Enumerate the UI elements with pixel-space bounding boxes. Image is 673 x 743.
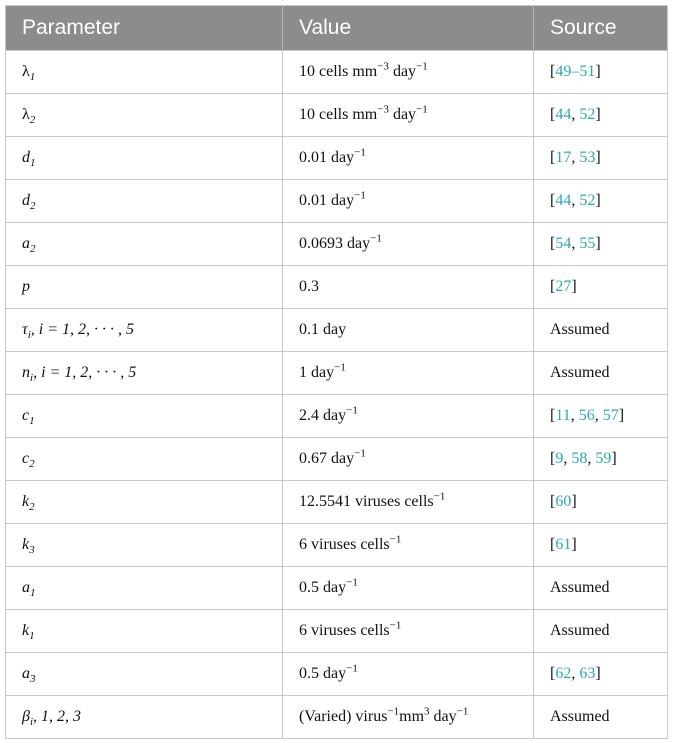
source-text: ] [611,450,617,467]
reference-link[interactable]: 55 [579,235,596,252]
source-text: [ [550,278,556,295]
source-text: , [571,106,580,123]
value-exponent: −3 [377,103,389,116]
reference-link[interactable]: 53 [579,149,596,166]
source-cell [534,352,668,395]
source-text: Assumed [550,364,610,381]
parameter-cell [6,94,283,137]
parameter-symbol: λ [22,63,30,80]
value-cell [283,610,534,653]
value-text: 0.67 day [299,450,355,467]
source-text: ] [595,665,601,682]
parameter-subscript: 1 [30,157,36,170]
value-cell [283,481,534,524]
parameter-subscript: 2 [30,200,36,213]
value-text: 0.01 day [299,192,355,209]
source-cell [534,51,668,94]
source-text: , [563,450,572,467]
parameter-subscript: 2 [30,243,36,256]
value-exponent-3: −1 [456,705,469,718]
source-text: Assumed [550,321,610,338]
source-text: [ [550,63,556,80]
header-value: Value [283,6,534,51]
value-text: 12.5541 viruses cells [299,493,434,510]
value-cell [283,524,534,567]
value-exponent: −1 [354,146,366,159]
parameter-index-range: , 1, 2, 3 [33,708,82,725]
source-text: , [571,235,580,252]
source-text: [ [550,149,556,166]
parameter-cell [6,137,283,180]
value-text: 0.5 day [299,665,347,682]
parameter-symbol: c [22,450,30,467]
parameter-subscript: 2 [29,501,35,514]
parameter-cell [6,223,283,266]
source-cell [534,653,668,696]
parameter-symbol: k [22,493,30,510]
value-exponent-2: 3 [424,705,430,718]
value-text: 2.4 day [299,407,347,424]
value-text: (Varied) virus [299,708,388,725]
parameter-subscript: 1 [29,630,35,643]
value-exponent: −3 [377,60,389,73]
reference-link[interactable]: 60 [555,493,572,510]
parameter-subscript: i [27,329,31,342]
source-text: [ [550,450,556,467]
parameter-cell [6,180,283,223]
table-row [6,352,668,395]
parameter-subscript: 1 [29,71,36,84]
parameter-cell [6,653,283,696]
value-cell [283,309,534,352]
value-text: 0.3 [299,278,319,295]
source-text: [ [550,192,556,209]
header-row [6,6,668,51]
source-cell [534,309,668,352]
source-text: Assumed [550,579,610,596]
reference-link[interactable]: 59 [595,450,612,467]
source-text: ] [618,407,625,424]
source-cell [534,395,668,438]
source-text: [ [550,106,556,123]
reference-link[interactable]: 58 [571,450,588,467]
value-text: 0.01 day [299,149,355,166]
parameter-index-range: , i = 1, 2, · · · , 5 [30,321,135,338]
parameter-symbol: k [22,536,30,553]
value-exponent: −1 [346,662,358,675]
value-cell [283,395,534,438]
value-exponent: −1 [389,533,402,546]
source-text: [ [550,536,556,553]
source-text: ] [571,536,577,553]
parameter-index-range: , i = 1, 2, · · · , 5 [33,364,137,381]
parameter-symbol: d [22,149,30,166]
reference-link[interactable]: 52 [579,192,596,209]
parameter-cell [6,524,283,567]
parameter-cell [6,266,283,309]
table-row [6,481,668,524]
value-exponent: −1 [354,189,366,202]
source-cell [534,567,668,610]
source-text: [ [550,407,556,424]
source-cell [534,266,668,309]
source-text: , [570,407,579,424]
value-text-2: day [388,106,417,123]
table-row [6,180,668,223]
source-text: , [571,149,580,166]
parameter-symbol: β [22,708,30,725]
table-row [6,309,668,352]
value-cell [283,223,534,266]
value-text: 1 day [299,364,335,381]
parameter-symbol: a [22,235,30,252]
parameter-subscript: 1 [30,587,36,600]
value-exponent: −1 [354,447,366,460]
table-row [6,51,668,94]
value-cell [283,266,534,309]
source-text: , [594,407,603,424]
value-text: 0.0693 day [299,235,371,252]
parameter-cell [6,51,283,94]
reference-link[interactable]: 44 [555,106,572,123]
parameter-symbol: n [22,364,30,381]
source-text: ] [571,493,577,510]
table-row [6,438,668,481]
table-row [6,395,668,438]
parameter-subscript: i [29,716,34,729]
source-text: Assumed [550,708,610,725]
value-exponent: −1 [433,490,446,503]
table-row [6,223,668,266]
reference-link[interactable]: 52 [579,106,596,123]
table-row [6,610,668,653]
value-cell [283,137,534,180]
source-text: , [571,192,580,209]
source-text: [ [550,665,556,682]
source-text: , [571,665,580,682]
table-row [6,567,668,610]
source-text: [ [550,235,556,252]
source-cell [534,610,668,653]
value-cell [283,94,534,137]
reference-link[interactable]: 49–51 [555,63,596,80]
parameter-symbol: k [22,622,30,639]
table-row [6,524,668,567]
table-row [6,696,668,739]
value-text: 6 viruses cells [299,622,390,639]
value-text: 10 cells mm [299,106,378,123]
source-cell [534,94,668,137]
source-text: ] [595,106,601,123]
value-exponent: −1 [387,705,400,718]
parameter-cell [6,352,283,395]
value-cell [283,567,534,610]
reference-link[interactable]: 56 [578,407,595,424]
value-cell [283,696,534,739]
source-cell [534,481,668,524]
source-text: ] [595,149,601,166]
value-cell [283,653,534,696]
parameter-cell [6,309,283,352]
value-exponent: −1 [346,404,358,417]
parameter-cell [6,481,283,524]
parameter-cell [6,438,283,481]
header-parameter: Parameter [6,6,283,51]
source-cell [534,524,668,567]
value-cell [283,180,534,223]
value-exponent: −1 [370,232,382,245]
table-row [6,94,668,137]
parameter-subscript: 1 [29,415,35,428]
parameter-subscript: 3 [29,544,35,557]
value-exponent: −1 [346,576,358,589]
parameter-subscript: 2 [29,458,35,471]
value-cell [283,438,534,481]
source-cell [534,137,668,180]
parameter-table [5,5,668,739]
value-exponent: −1 [334,361,346,374]
reference-link[interactable]: 9 [555,450,564,467]
value-text: 0.1 day [299,321,347,338]
value-exponent-2: −1 [416,60,428,73]
reference-link[interactable]: 44 [555,192,572,209]
parameter-cell [6,610,283,653]
reference-link[interactable]: 61 [555,536,572,553]
table-row [6,137,668,180]
table-row [6,266,668,309]
reference-link[interactable]: 57 [602,407,619,424]
value-text: 6 viruses cells [299,536,390,553]
value-text-2: mm [399,708,425,725]
parameter-symbol: a [22,665,30,682]
reference-link[interactable]: 17 [555,149,572,166]
source-text: ] [571,278,577,295]
parameter-subscript: 3 [30,673,36,686]
source-cell [534,223,668,266]
parameter-cell [6,696,283,739]
parameter-symbol: a [22,579,30,596]
parameter-symbol: p [22,278,30,295]
value-cell [283,352,534,395]
source-text: ] [595,63,601,80]
reference-link[interactable]: 54 [555,235,572,252]
source-cell [534,438,668,481]
parameter-symbol: λ [22,106,30,123]
source-text: Assumed [550,622,610,639]
value-text: 0.5 day [299,579,347,596]
value-text-2: day [388,63,417,80]
parameter-symbol: d [22,192,30,209]
reference-link[interactable]: 62 [555,665,572,682]
parameter-subscript: 2 [29,114,36,127]
reference-link[interactable]: 11 [555,407,571,424]
value-text-3: day [429,708,457,725]
reference-link[interactable]: 27 [555,278,572,295]
parameter-subscript: i [30,372,34,385]
source-text: [ [550,493,556,510]
source-cell [534,696,668,739]
source-text: ] [595,192,601,209]
value-cell [283,51,534,94]
source-text: , [587,450,596,467]
header-source: Source [534,6,668,51]
parameter-cell [6,567,283,610]
source-text: ] [595,235,601,252]
table-row [6,653,668,696]
source-cell [534,180,668,223]
value-exponent-2: −1 [416,103,428,116]
value-text: 10 cells mm [299,63,378,80]
value-exponent: −1 [389,619,402,632]
parameter-cell [6,395,283,438]
parameter-symbol: τ [22,321,28,338]
parameter-symbol: c [22,407,30,424]
reference-link[interactable]: 63 [579,665,596,682]
